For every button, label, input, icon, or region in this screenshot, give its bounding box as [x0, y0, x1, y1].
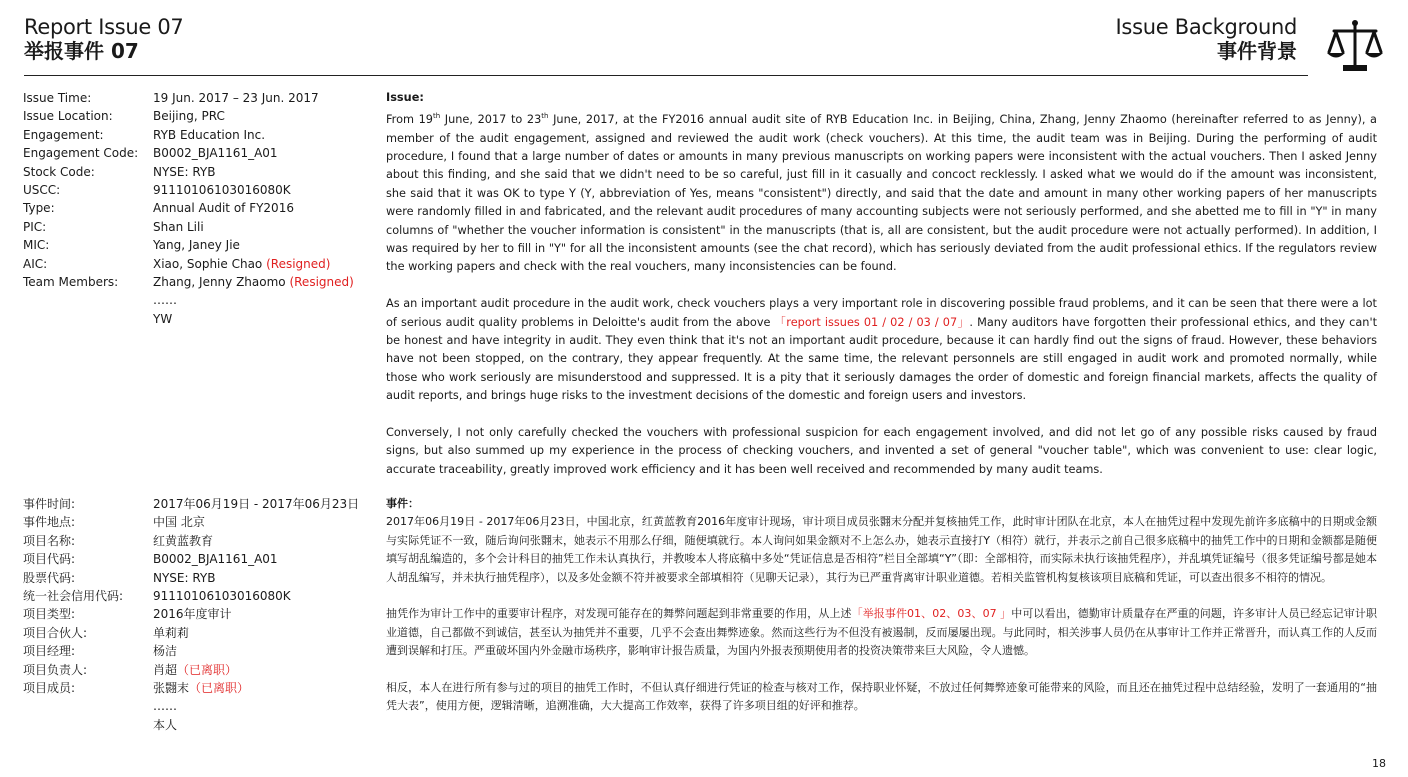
meta-row [23, 569, 359, 587]
meta-row [23, 605, 359, 623]
meta-key: Engagement Code: [23, 146, 139, 161]
meta-key: Type: [23, 201, 55, 216]
meta-row [23, 144, 354, 162]
meta-key: 项目经理: [23, 644, 76, 659]
meta-value: Zhang, Jenny Zhaomo [153, 274, 290, 289]
meta-row [23, 163, 354, 181]
report-title-zh: 举报事件 07 [24, 39, 139, 63]
meta-key: Issue Location: [23, 109, 113, 124]
meta-row [23, 679, 359, 697]
header-right [1116, 15, 1297, 63]
meta-row [23, 199, 354, 217]
meta-value: Yang, Janey Jie [153, 238, 240, 253]
meta-key: 项目合伙人: [23, 625, 88, 640]
meta-value: 19 Jun. 2017 – 23 Jun. 2017 [153, 91, 319, 105]
meta-key [23, 291, 153, 309]
meta-value: 中国 北京 [153, 515, 205, 530]
meta-row [23, 291, 354, 309]
report-title-en: Report Issue 07 [24, 15, 184, 39]
header-divider [24, 75, 1308, 76]
meta-value: Annual Audit of FY2016 [153, 201, 294, 216]
meta-row [23, 181, 354, 199]
meta-row [23, 236, 354, 254]
issue-heading-zh: 事件： [386, 497, 419, 510]
meta-value: 肖超 [153, 662, 178, 677]
header-left [24, 15, 184, 63]
meta-key: USCC: [23, 182, 61, 197]
issue-paragraph-zh-1: 2017年06月19日 - 2017年06月23日，中国北京，红黄蓝教育2016年度审计现场，审计项目成员张翾末分配并复核抽凭工作，此时审计团队在北京，本人在抽凭过程中发现先前许多底稿中的日期或金额与实际凭证不一致，随后询问张翾末，她表示不用那么仔细，随便填就行。本人询问如果金额对不上怎么办，她表示直接打Y（相符）就行，并表示之前自己很多底稿中的抽凭工作中的日期和金额都是随便填写胡乱编造的，多个会计科目的抽凭工作未认真执行，并教唆本人将底稿中多处“凭证信息是否相符”栏目全部填“Y”（即：全部相符，而实际未执行该抽凭程序），并乱填凭证编号（很多凭证编号都是她本人胡乱编写，并未执行抽凭程序），以及多处金额不符并被要求全部填相符（见聊天记录），其行为已严重背离审计职业道德。若相关监管机构复核该项目底稿和凭证，可以查出很多不相符的情况。 [386, 515, 1377, 584]
meta-key: Team Members: [23, 274, 119, 289]
meta-key [23, 310, 153, 328]
resigned-note: （已离职） [189, 680, 250, 695]
meta-row [23, 107, 354, 125]
issue-body-en [386, 89, 1377, 479]
meta-value: 91110106103016080K [153, 588, 291, 603]
meta-row [23, 550, 359, 568]
meta-row [23, 587, 359, 605]
meta-row [23, 532, 359, 550]
meta-key: MIC: [23, 238, 50, 253]
issue-paragraph-3: Conversely, I not only carefully checked the vouchers with professional suspicion for each engagement involved, and did not let go of any possible risks caused by fraud signs, but also summed up my experience in the process of checking vouchers, and invented a set of general "voucher table", which was convenient to use: clear logic, accurate traceability, greatly improved work efficiency and it has been well received and recommended by many audit teams. [386, 426, 1377, 476]
meta-value: 2017年06月19日 - 2017年06月23日 [153, 497, 360, 511]
meta-key: 股票代码: [23, 570, 76, 585]
meta-key: 事件时间: [23, 497, 76, 511]
meta-value: Xiao, Sophie Chao [153, 256, 267, 271]
meta-row [23, 89, 354, 107]
meta-key: Issue Time: [23, 91, 92, 105]
meta-row [23, 624, 359, 642]
meta-key: 事件地点: [23, 515, 76, 530]
meta-value: B0002_BJA1161_A01 [153, 146, 278, 161]
meta-value: NYSE: RYB [153, 570, 216, 585]
meta-key: 项目成员: [23, 680, 76, 695]
meta-key: 统一社会信用代码: [23, 588, 124, 603]
meta-row [23, 661, 359, 679]
meta-row [23, 273, 354, 291]
meta-row [23, 255, 354, 273]
meta-value: …… [153, 293, 177, 308]
balance-scale-icon [1326, 18, 1384, 74]
meta-value: YW [153, 311, 173, 326]
meta-key: 项目负责人: [23, 662, 88, 677]
meta-value: 本人 [153, 717, 178, 732]
resigned-note: (Resigned) [266, 256, 331, 271]
meta-row [23, 716, 359, 734]
section-title-zh: 事件背景 [1217, 39, 1297, 63]
resigned-note: (Resigned) [289, 274, 354, 289]
meta-key: AIC: [23, 256, 48, 271]
meta-value: 张翾末 [153, 680, 190, 695]
meta-value: Shan Lili [153, 219, 204, 234]
issue-heading-en: Issue: [386, 91, 424, 104]
meta-key: Engagement: [23, 127, 104, 142]
meta-list-en [23, 89, 354, 328]
meta-value: Beijing, PRC [153, 109, 225, 124]
meta-row [23, 310, 354, 328]
meta-key: Stock Code: [23, 164, 95, 179]
meta-row [23, 697, 359, 715]
meta-value: NYSE: RYB [153, 164, 216, 179]
section-title-en: Issue Background [1115, 15, 1297, 39]
meta-key [23, 716, 153, 734]
issue-body-zh [386, 495, 1377, 716]
issue-paragraph-zh-3: 相反，本人在进行所有参与过的项目的抽凭工作时，不但认真仔细进行凭证的检查与核对工作，保持职业怀疑，不放过任何舞弊迹象可能带来的风险，而且还在抽凭过程中总结经验，发明了一套通用的“抽凭大表”，使用方便，逻辑清晰，追溯准确，大大提高工作效率，获得了许多项目组的好评和推荐。 [386, 681, 1377, 713]
report-issues-reference-zh: 「举报事件01、02、03、07 」 [851, 607, 1012, 621]
meta-value: 91110106103016080K [153, 182, 291, 197]
meta-key: 项目类型: [23, 607, 76, 622]
meta-row [23, 126, 354, 144]
meta-value: RYB Education Inc. [153, 127, 266, 142]
meta-key: 项目代码: [23, 552, 76, 567]
meta-value: …… [153, 699, 177, 714]
resigned-note: （已离职） [177, 662, 238, 677]
meta-row [23, 642, 359, 660]
issue-paragraph-1: From 19th June, 2017 to 23th June, 2017, at the FY2016 annual audit site of RYB Education Inc. in Beijing, China, Zhang, Jenny Zhaomo (hereinafter referred to as Jenny), a member of the audit engagement, assigned and reviewed the audit work (check vouchers). At this time, the audit team was in Beijing. During the performing of audit procedure, I found that a large number of dates or amounts in many previous manuscripts on working papers were inconsistent with the actual vouchers. Then I asked Jenny about this finding, and she said that we didn't need to be so careful, just fill in it casually and concoct recklessly. I asked what we would do if the amount was inconsistent, she said that it was OK to type Y (Y, abbreviation of Yes, means "consistent") directly, and said that the date and amount in many other working papers of her manuscripts were randomly filled in and fabricated, and the relevant audit procedures of many accounting subjects were not seriously performed, and she abetted me to fill in "Y" in many columns of "whether the voucher information is consistent" in the manuscripts (that is, all are consistent, but the audit procedure were not actually performed). In addition, I was required by her to fill in "Y" for all the inconsistent amounts (see the chat record), which has seriously deviated from the audit professional ethics. If the regulators review the working papers and check with the real vouchers, many inconsistencies can be found. [386, 112, 1377, 274]
meta-row [23, 513, 359, 531]
meta-value: 单莉莉 [153, 625, 190, 640]
issue-paragraph-zh-2: 抽凭作为审计工作中的重要审计程序，对发现可能存在的舞弊问题起到非常重要的作用，从上述「举报事件01、02、03、07 」中可以看出，德勤审计质量存在严重的问题，许多审计人员已经忘记审计职业道德，自己都做不到诚信，甚至认为抽凭并不重要，几乎不会查出舞弊迹象。然而这些行为不但没有被遏制，反而屡屡出现。与此同时，相关涉事人员仍在从事审计工作并正常晋升，而认真工作的人反而遭到误解和打压。严重破坏国内外金融市场秩序，影响审计报告质量，为国内外报表预期使用者的投资决策带来巨大风险，令人遗憾。 [386, 607, 1377, 658]
page-number: 18 [1372, 757, 1386, 770]
meta-value: B0002_BJA1161_A01 [153, 552, 278, 567]
meta-key: PIC: [23, 219, 47, 234]
meta-row [23, 495, 359, 513]
meta-key: 项目名称: [23, 533, 76, 548]
meta-row [23, 218, 354, 236]
meta-value: 2016年度审计 [153, 607, 232, 622]
issue-paragraph-2: As an important audit procedure in the audit work, check vouchers plays a very important role in discovering possible fraud problems, and it can be seen that there were a lot of serious audit quality problems in Deloitte's audit from the above 「report issues 01 / 02 / 03 / 07」. Many auditors have forgotten their professional ethics, and they can't be honest and have integrity in audit. They even think that it's not an important audit procedure, because it can hardly find out the signs of fraud. However, these behaviors have not been stopped, on the contrary, they appear frequently. At the same time, the relevant personnels are still engaged in audit work and promoted normally, while those who work seriously are misunderstood and suppressed. It is a pity that it seriously damages the order of domestic and foreign financial markets, affects the quality of audit reports, and brings huge risks to the investment decisions of the domestic and foreign users and investors. [386, 297, 1378, 403]
meta-key [23, 697, 153, 715]
meta-value: 杨洁 [153, 644, 178, 659]
meta-value: 红黄蓝教育 [153, 533, 214, 548]
meta-list-zh [23, 495, 359, 734]
report-issues-reference: 「report issues 01 / 02 / 03 / 07」 [774, 315, 970, 329]
